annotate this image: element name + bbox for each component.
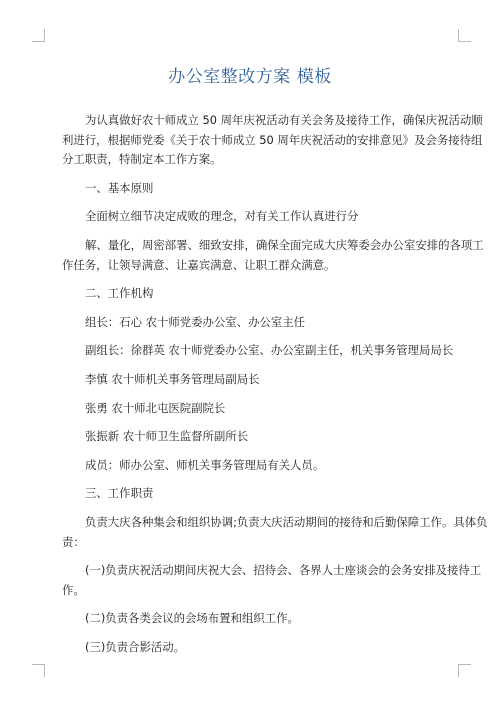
crop-mark-bottom-left — [32, 664, 45, 677]
crop-mark-top-left — [32, 29, 45, 42]
member-leader: 组长：石心 农十师党委办公室、办公室主任 — [85, 314, 306, 329]
section-3-lead-line-2: 责： — [62, 534, 85, 549]
intro-line-3: 分工职责，特制定本工作方案。 — [62, 152, 222, 167]
section-3-lead-line-1: 负责大庆各种集会和组织协调;负责大庆活动期间的接待和后勤保障工作。具体负 — [85, 514, 488, 529]
crop-mark-top-right — [458, 29, 471, 42]
intro-line-2: 利进行，根据师党委《关于农十师成立 50 周年庆祝活动的安排意见》及会务接待组 — [62, 132, 483, 147]
member-zhang-yong: 张勇 农十师北屯医院副院长 — [85, 400, 226, 415]
section-1-heading: 一、基本原则 — [85, 180, 154, 195]
duty-item-1 — [62, 561, 482, 600]
crop-mark-bottom-right — [458, 664, 471, 677]
duty-item-1-line-2: 作。 — [62, 582, 85, 597]
member-staff: 成员：师办公室、师机关事务管理局有关人员。 — [85, 457, 325, 472]
duty-item-1-line-1: (一)负责庆祝活动期间庆祝大会、招待会、各界人士座谈会的会务安排及接待工 — [85, 563, 482, 578]
section-2-heading: 二、工作机构 — [85, 286, 154, 301]
duty-item-2: (二)负责各类会议的会场布置和组织工作。 — [85, 611, 299, 626]
intro-paragraph — [62, 111, 483, 170]
section-1-paragraph — [62, 236, 484, 275]
member-zhang-zhenxin: 张振新 农十师卫生监督所副所长 — [85, 429, 249, 444]
section-1-line: 全面树立细节决定成败的理念，对有关工作认真进行分 — [85, 209, 359, 224]
section-3-heading: 三、工作职责 — [85, 486, 154, 501]
section-3-lead — [62, 513, 488, 552]
section-1-para-line-1: 解、量化，周密部署、细致安排，确保全面完成大庆筹委会办公室安排的各项工 — [85, 237, 484, 252]
document-title: 办公室整改方案 模板 — [168, 67, 332, 87]
member-deputy-leader: 副组长：徐群英 农十师党委办公室、办公室副主任，机关事务管理局局长 — [85, 343, 454, 358]
section-1-para-line-2: 作任务，让领导满意、让嘉宾满意、让职工群众满意。 — [62, 257, 336, 272]
member-li-shen: 李慎 农十师机关事务管理局副局长 — [85, 371, 260, 386]
duty-item-3: (三)负责合影活动。 — [85, 639, 186, 654]
intro-line-1: 为认真做好农十师成立 50 周年庆祝活动有关会务及接待工作，确保庆祝活动顺 — [85, 113, 483, 127]
document-body — [62, 111, 488, 666]
